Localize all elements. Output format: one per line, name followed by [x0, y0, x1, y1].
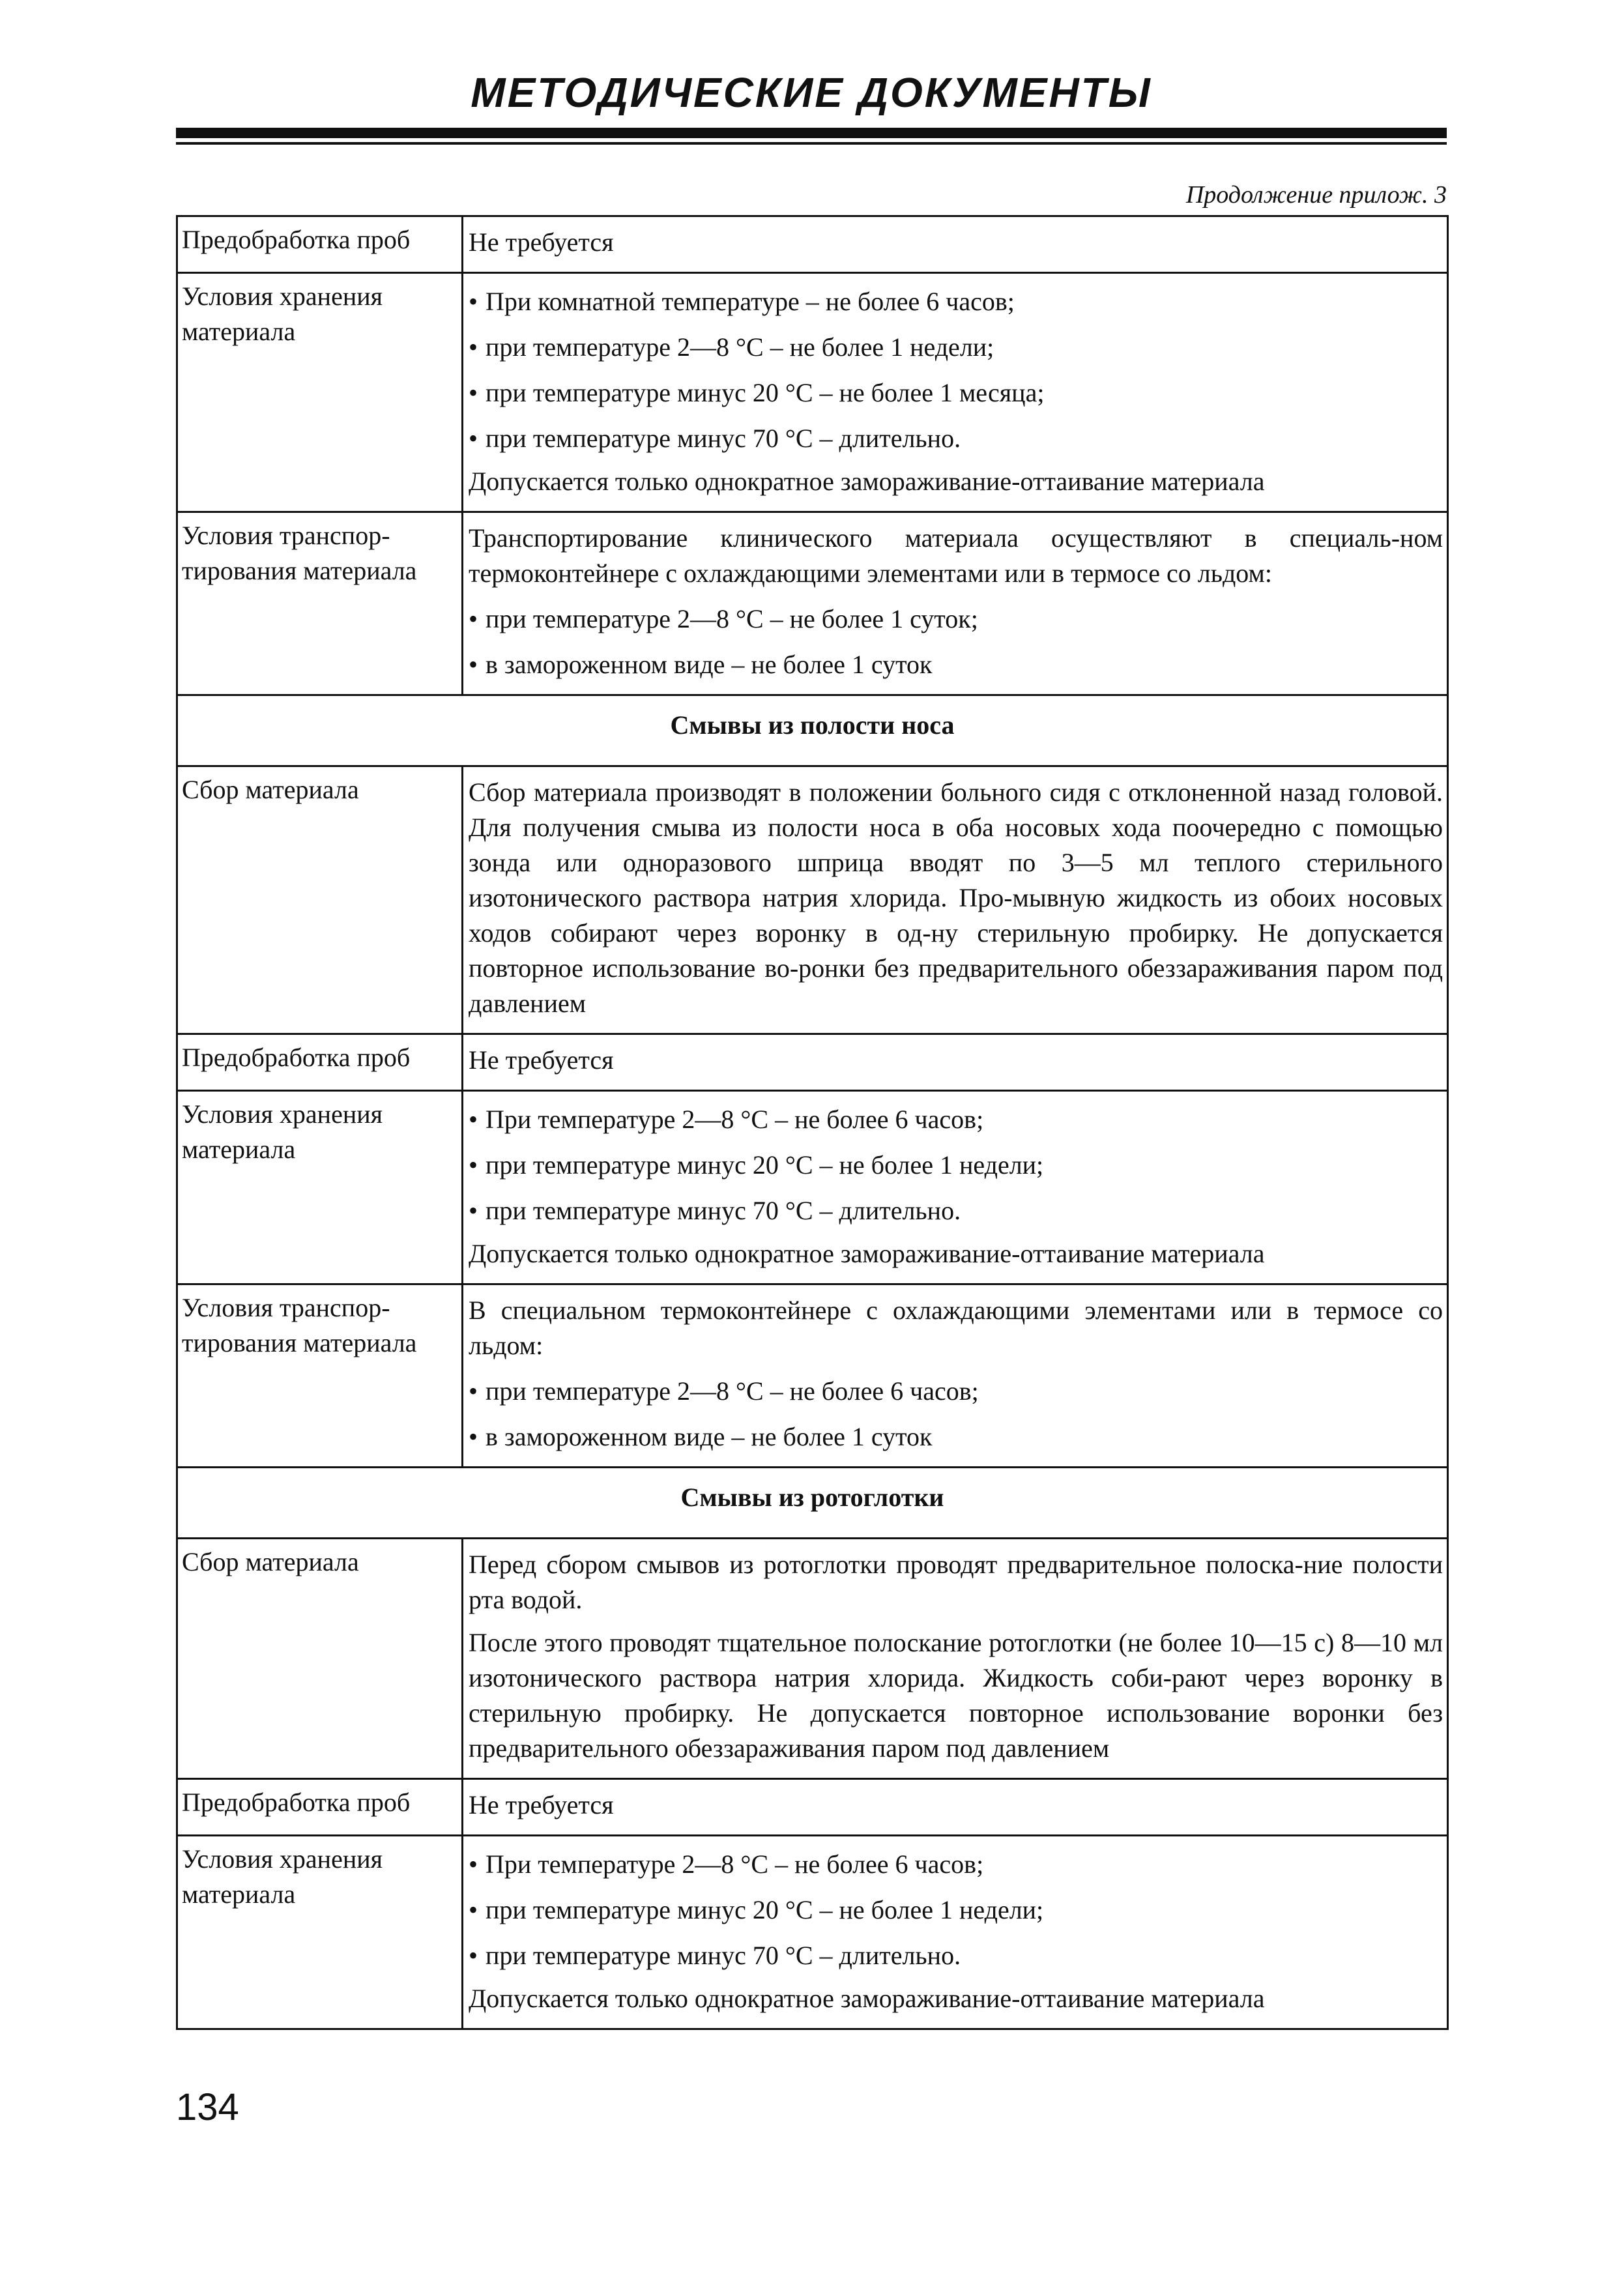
- paragraph-text: Допускается только однократное замораживание-оттаивание материала: [469, 1984, 1265, 2013]
- row-label: Условия транспор-тирования материала: [177, 1284, 463, 1468]
- paragraph: [469, 461, 1443, 504]
- bullet-item: [469, 279, 1443, 325]
- paragraph: [469, 1978, 1443, 2022]
- specimen-table-body: [177, 216, 1448, 2029]
- bullet-item: [469, 1369, 1443, 1414]
- bullet-text: При комнатной температуре – не более 6 часов;: [486, 287, 1015, 316]
- paragraph-text: В специальном термоконтейнере с охлаждающими элементами или в термосе со льдом:: [469, 1296, 1443, 1360]
- page-number: 134: [176, 2086, 239, 2128]
- bullet-item: [469, 1842, 1443, 1887]
- bullet-item: [469, 642, 1443, 688]
- table-row: [177, 512, 1448, 695]
- table-row: [177, 1836, 1448, 2029]
- table-row: [177, 766, 1448, 1034]
- row-content: [463, 1779, 1448, 1836]
- row-label: Предобработка проб: [177, 1034, 463, 1091]
- row-label: Условия хранения материала: [177, 1836, 463, 2029]
- bullet-item: [469, 370, 1443, 416]
- bullet-item: [469, 416, 1443, 461]
- bullet-item: [469, 1933, 1443, 1978]
- bullet-text: при температуре минус 70 °С – длительно.: [486, 1941, 961, 1970]
- header-rule-thin: [176, 142, 1447, 145]
- page-title: МЕТОДИЧЕСКИЕ ДОКУМЕНТЫ: [471, 69, 1152, 116]
- row-label: Предобработка проб: [177, 216, 463, 273]
- table-row: [177, 1284, 1448, 1468]
- bullet-item: [469, 596, 1443, 642]
- table-row: [177, 1034, 1448, 1091]
- row-label: Условия хранения материала: [177, 273, 463, 512]
- row-content: [463, 1034, 1448, 1091]
- bullet-text: при температуре 2—8 °С – не более 6 часов;: [486, 1376, 979, 1406]
- row-label: Условия хранения материала: [177, 1091, 463, 1284]
- row-content: [463, 512, 1448, 695]
- bullet-text: При температуре 2—8 °С – не более 6 часов;: [486, 1849, 984, 1879]
- row-label: Сбор материала: [177, 766, 463, 1034]
- continuation-note: Продолжение прилож. 3: [1185, 181, 1447, 209]
- table-row: [177, 216, 1448, 273]
- bullet-item: [469, 325, 1443, 370]
- row-content: [463, 273, 1448, 512]
- row-content: [463, 216, 1448, 273]
- paragraph-text: Транспортирование клинического материала осуществляют в специаль-ном термоконтейнере с охлаждающими элементами или в термосе со льдом:: [469, 523, 1443, 588]
- bullet-text: при температуре минус 20 °С – не более 1 недели;: [486, 1150, 1044, 1180]
- bullet-text: при температуре минус 70 °С – длительно.: [486, 424, 961, 453]
- bullet-text: при температуре 2—8 °С – не более 1 недели;: [486, 332, 994, 362]
- paragraph-text: После этого проводят тщательное полоскание ротоглотки (не более 10—15 с) 8—10 мл изотонического раствора натрия хлорида. Жидкость соби-рают через воронку в стерильную пробирку. Не допускается повторное использование воронки без предварительного обеззараживания паром под давлением: [469, 1628, 1443, 1763]
- table-row: [177, 1779, 1448, 1836]
- paragraph: [469, 1234, 1443, 1277]
- bullet-item: [469, 1188, 1443, 1234]
- bullet-item: [469, 1142, 1443, 1188]
- bullet-text: при температуре минус 20 °С – не более 1 месяца;: [486, 378, 1045, 407]
- paragraph-text: Сбор материала производят в положении больного сидя с отклоненной назад головой. Для получения смыва из полости носа в оба носовых хода поочередно с помощью зонда или одноразового шприца вводят по 3—5 мл теплого стерильного изотонического раствора натрия хлорида. Про-мывную жидкость из обоих носовых ходов собирают через воронку в од-ну стерильную пробирку. Не допускается повторное использование во-ронки без предварительного обеззараживания паром под давлением: [469, 777, 1443, 1018]
- paragraph-text: Перед сбором смывов из ротоглотки проводят предварительное полоска-ние полости рта водой.: [469, 1550, 1443, 1614]
- header-rule-thick: [176, 128, 1447, 138]
- section-row: [177, 1468, 1448, 1539]
- row-label: Сбор материала: [177, 1539, 463, 1779]
- row-content: [463, 1284, 1448, 1468]
- paragraph: [469, 772, 1443, 1026]
- bullet-text: в замороженном виде – не более 1 суток: [486, 650, 933, 679]
- bullet-text: при температуре 2—8 °С – не более 1 суток;: [486, 604, 978, 633]
- paragraph-text: Не требуется: [469, 1790, 614, 1819]
- paragraph-text: Не требуется: [469, 1045, 614, 1075]
- paragraph: [469, 1544, 1443, 1623]
- section-row: [177, 695, 1448, 766]
- bullet-item: [469, 1887, 1443, 1933]
- section-heading: Смывы из полости носа: [177, 695, 1448, 766]
- row-content: [463, 1539, 1448, 1779]
- paragraph: [469, 1623, 1443, 1771]
- row-content: [463, 766, 1448, 1034]
- bullet-item: [469, 1097, 1443, 1142]
- section-heading: Смывы из ротоглотки: [177, 1468, 1448, 1539]
- paragraph-text: Допускается только однократное замораживание-оттаивание материала: [469, 1239, 1265, 1268]
- bullet-text: при температуре минус 20 °С – не более 1 недели;: [486, 1895, 1044, 1924]
- paragraph: [469, 1290, 1443, 1369]
- specimen-table: [176, 215, 1449, 2030]
- table-row: [177, 1539, 1448, 1779]
- bullet-text: в замороженном виде – не более 1 суток: [486, 1422, 933, 1451]
- table-row: [177, 1091, 1448, 1284]
- paragraph: [469, 518, 1443, 596]
- row-content: [463, 1836, 1448, 2029]
- paragraph-text: Не требуется: [469, 227, 614, 257]
- row-label: Предобработка проб: [177, 1779, 463, 1836]
- table-row: [177, 273, 1448, 512]
- bullet-text: при температуре минус 70 °С – длительно.: [486, 1196, 961, 1225]
- paragraph: [469, 222, 1443, 265]
- paragraph: [469, 1785, 1443, 1828]
- paragraph: [469, 1040, 1443, 1083]
- bullet-item: [469, 1414, 1443, 1460]
- row-label: Условия транспор-тирования материала: [177, 512, 463, 695]
- bullet-text: При температуре 2—8 °С – не более 6 часов;: [486, 1105, 984, 1134]
- row-content: [463, 1091, 1448, 1284]
- paragraph-text: Допускается только однократное замораживание-оттаивание материала: [469, 467, 1265, 496]
